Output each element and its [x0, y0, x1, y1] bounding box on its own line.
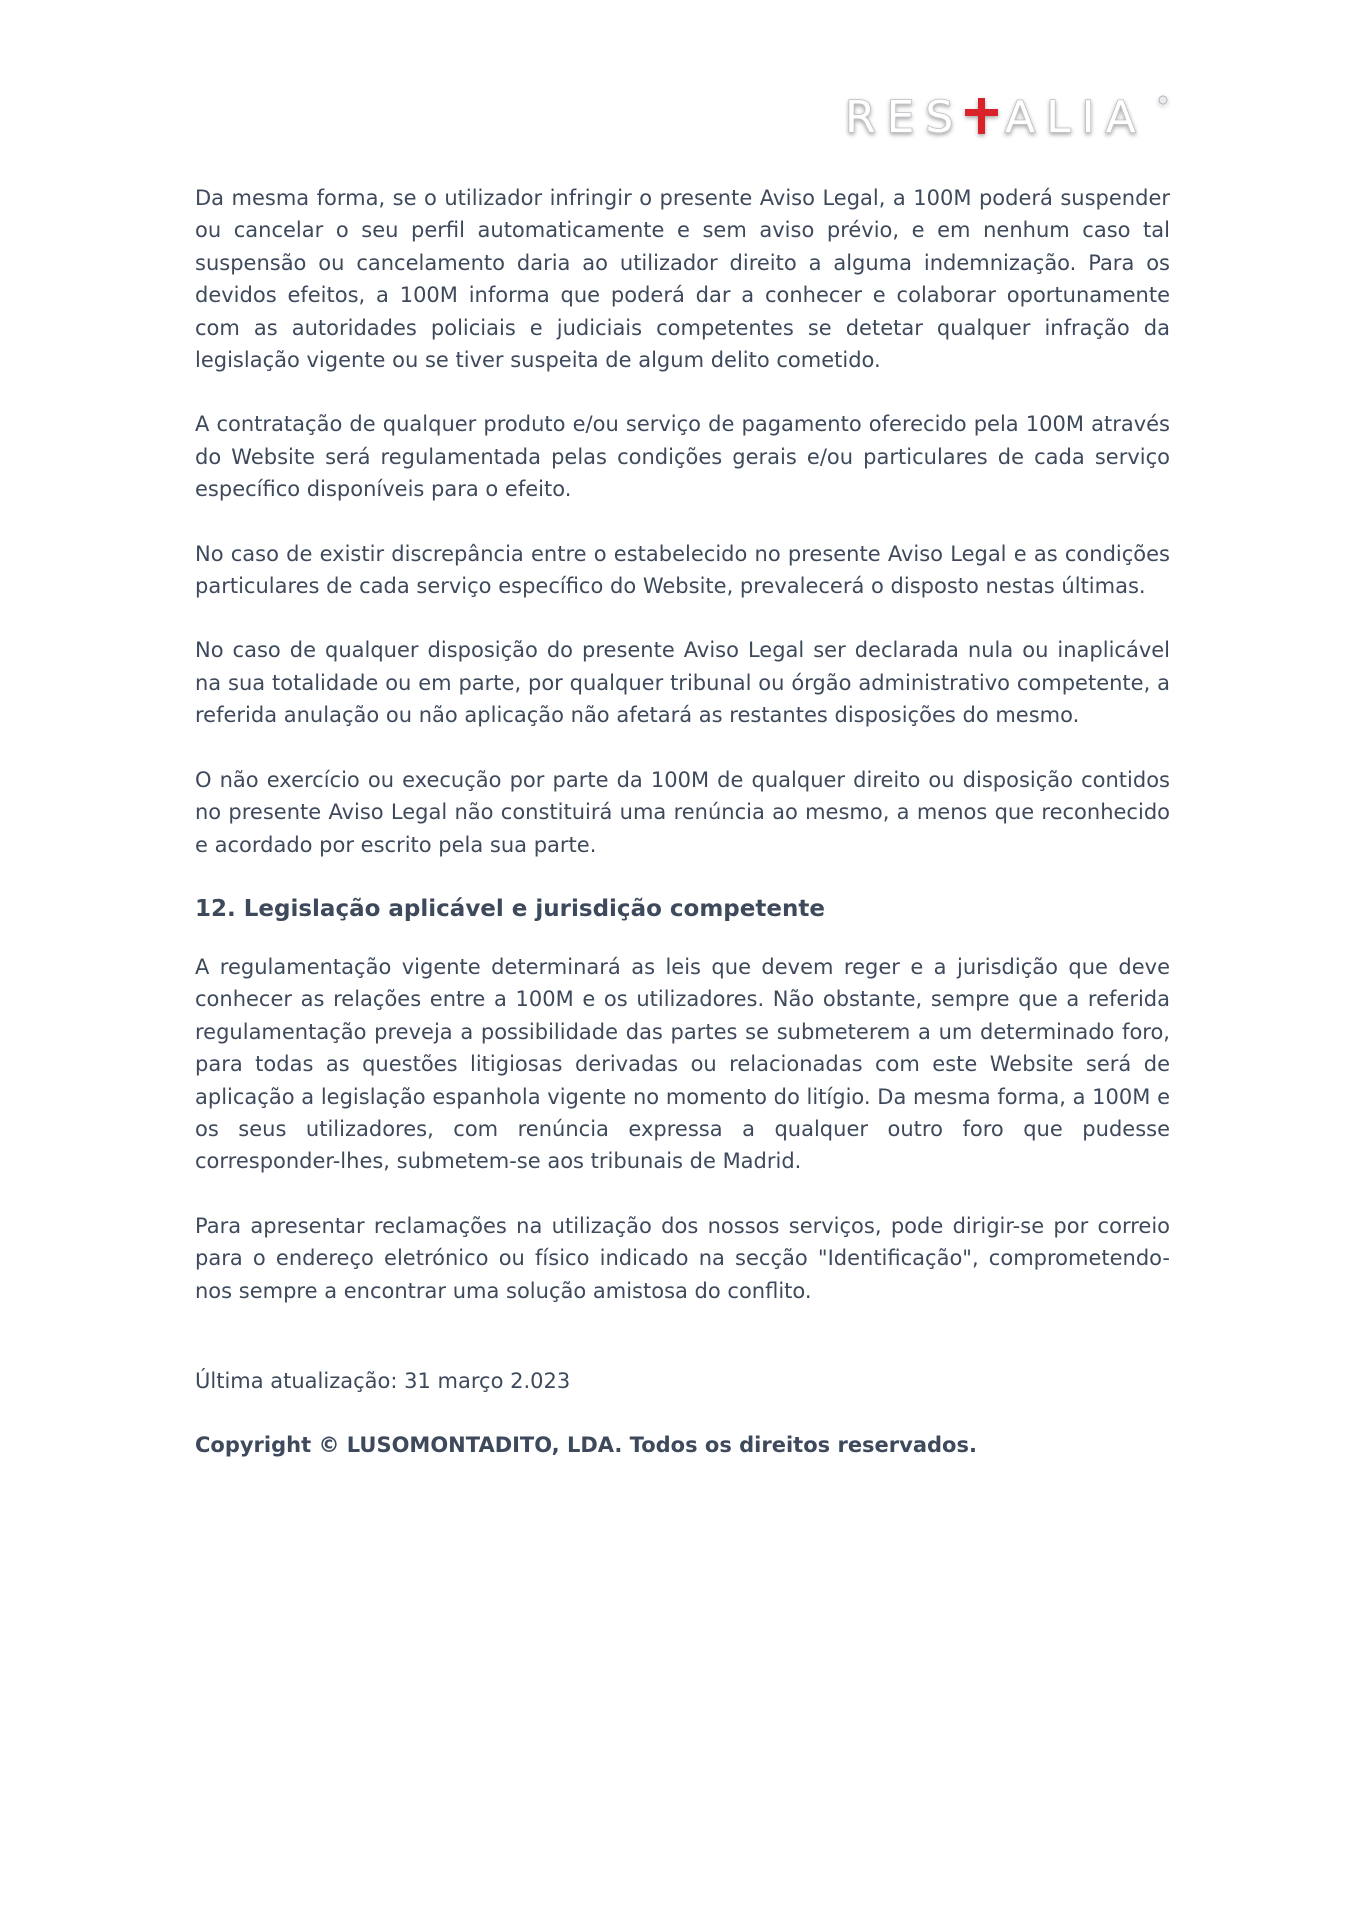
svg-text:RES: RES — [845, 92, 965, 143]
last-updated: Última atualização: 31 março 2.023 — [195, 1368, 571, 1393]
paragraph-contracting: A contratação de qualquer produto e/ou serviço de pagamento oferecido pela 100M através do Website será regulamentada pelas condições gerais e/ou particulares de cada serviço específico disponíveis para o efeito. — [195, 412, 1170, 502]
section-12-title: 12. Legislação aplicável e jurisdição competente — [195, 895, 825, 922]
paragraph-applicable-law: A regulamentação vigente determinará as leis que devem reger e a jurisdição que deve conhecer as relações entre a 100M e os utilizadores. Não obstante, sempre que a referida regulamentação preveja a possibilidade das partes se submeterem a um determinado foro, para todas as questões litigiosas derivadas ou relacionadas com este Website será de aplicação a legislação espanhola vigente no momento do litígio. Da mesma forma, a 100M e os seus utilizadores, com renúncia expressa a qualquer outro foro que pudesse corresponder-lhes, submetem-se aos tribunais de Madrid. — [195, 954, 1170, 1174]
restalia-logo-mark — [845, 88, 1175, 144]
paragraph-suspension: Da mesma forma, se o utilizador infringir o presente Aviso Legal, a 100M poderá suspender ou cancelar o seu perfil automaticamente e sem aviso prévio, e em nenhum caso tal suspensão ou cancelamento daria ao utilizador direito a alguma indemnização. Para os devidos efeitos, a 100M informa que poderá dar a conhecer e colaborar oportunamente com as autoridades policiais e judiciais competentes se detetar qualquer infração da legislação vigente ou se tiver suspeita de algum delito cometido. — [195, 186, 1170, 373]
document-body — [195, 182, 1170, 1461]
copyright-notice: Copyright © LUSOMONTADITO, LDA. Todos os direitos reservados. — [195, 1432, 977, 1457]
restalia-logo — [845, 88, 1175, 144]
svg-text:ALIA: ALIA — [1005, 92, 1147, 143]
paragraph-discrepancy: No caso de existir discrepância entre o estabelecido no presente Aviso Legal e as condições particulares de cada serviço específico do Website, prevalecerá o disposto nestas últimas. — [195, 541, 1170, 599]
paragraph-nullity: No caso de qualquer disposição do presente Aviso Legal ser declarada nula ou inaplicável na sua totalidade ou em parte, por qualquer tribunal ou órgão administrativo competente, a referida anulação ou não aplicação não afetará as restantes disposições do mesmo. — [195, 638, 1170, 728]
paragraph-non-waiver: O não exercício ou execução por parte da 100M de qualquer direito ou disposição contidos no presente Aviso Legal não constituirá uma renúncia ao mesmo, a menos que reconhecido e acordado por escrito pela sua parte. — [195, 767, 1170, 857]
logo-cross-horizontal — [965, 109, 998, 116]
paragraph-complaints: Para apresentar reclamações na utilização dos nossos serviços, pode dirigir-se por correio para o endereço eletrónico ou físico indicado na secção "Identificação", comprometendo-nos sempre a encontrar uma solução amistosa do conflito. — [195, 1213, 1170, 1303]
